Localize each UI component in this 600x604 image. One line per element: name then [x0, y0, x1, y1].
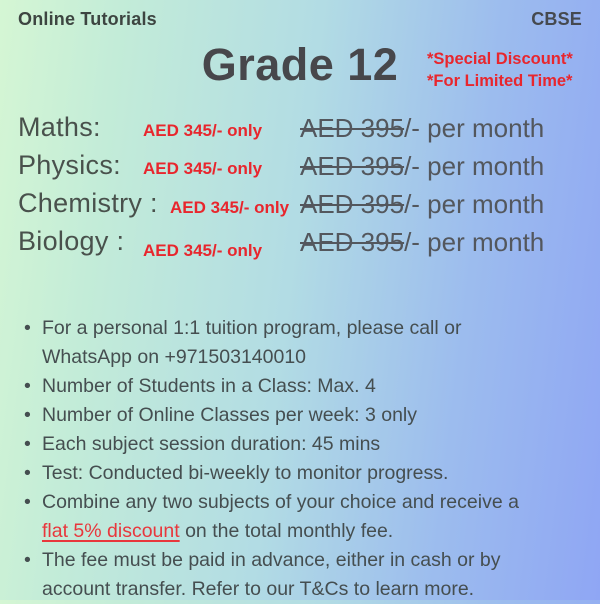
discount-note-line1: *Special Discount* — [427, 50, 573, 68]
list-item — [24, 401, 564, 430]
old-price-group — [300, 227, 544, 258]
text-segment: Test: Conducted bi-weekly to monitor progress. — [42, 462, 449, 484]
header — [0, 0, 600, 30]
subject-label: Biology : — [18, 226, 125, 256]
price-row — [0, 112, 600, 150]
old-price: AED 395 — [300, 227, 405, 257]
text-segment: The fee must be paid in advance, either in cash or by account transfer. Refer to our T&Cs to learn more. — [42, 549, 501, 600]
bullet-icon: • — [24, 433, 31, 455]
old-price-group — [300, 113, 544, 144]
pricing-list — [0, 112, 600, 264]
text-segment: Each subject session duration: 45 mins — [42, 433, 381, 455]
list-item — [24, 488, 564, 546]
list-item — [24, 372, 564, 401]
subject-label: Maths: — [18, 112, 101, 142]
list-item — [24, 430, 564, 459]
bullet-icon: • — [24, 549, 31, 571]
bullet-icon: • — [24, 375, 31, 397]
price-row — [0, 150, 600, 188]
old-price-group — [300, 189, 544, 220]
list-item-text — [42, 372, 376, 401]
bullet-icon: • — [24, 491, 31, 513]
list-item — [24, 459, 564, 488]
text-segment: For a personal 1:1 tuition program, please call or WhatsApp on +971503140010 — [42, 317, 462, 368]
old-price: AED 395 — [300, 151, 405, 181]
price-row — [0, 226, 600, 264]
text-segment: Number of Students in a Class: Max. 4 — [42, 375, 376, 397]
list-item-text — [42, 459, 448, 488]
page-title: Grade 12 — [201, 39, 399, 90]
text-segment: Number of Online Classes per week: 3 only — [42, 404, 418, 426]
old-price-suffix: /- per month — [404, 189, 545, 219]
old-price-suffix: /- per month — [404, 227, 545, 257]
old-price-suffix: /- per month — [404, 113, 545, 143]
brand-title: Online Tutorials — [18, 9, 157, 29]
bullet-icon: • — [24, 317, 31, 339]
bullet-icon: • — [24, 462, 31, 484]
old-price-suffix: /- per month — [404, 151, 545, 181]
hero — [0, 36, 600, 100]
board-label: CBSE — [531, 9, 582, 29]
offer-price: AED 345/- only — [170, 198, 290, 217]
price-row — [0, 188, 600, 226]
list-item-text — [42, 488, 547, 546]
list-item-text — [42, 430, 380, 459]
discount-link[interactable]: flat 5% discount — [42, 520, 180, 542]
subject-label: Chemistry : — [18, 188, 158, 218]
info-list — [0, 314, 564, 604]
old-price-group — [300, 151, 544, 182]
list-item-text — [42, 546, 547, 604]
offer-price: AED 345/- only — [143, 241, 263, 260]
list-item — [24, 546, 564, 604]
subject-label: Physics: — [18, 150, 121, 180]
discount-note-line2: *For Limited Time* — [427, 72, 573, 90]
discount-note — [427, 48, 573, 92]
list-item-text — [42, 314, 547, 372]
offer-price: AED 345/- only — [143, 121, 263, 140]
old-price: AED 395 — [300, 189, 405, 219]
text-segment: Combine any two subjects of your choice and receive a — [42, 491, 519, 513]
bullet-icon: • — [24, 404, 31, 426]
text-segment: on the total monthly fee. — [179, 520, 394, 542]
list-item-text — [42, 401, 417, 430]
old-price: AED 395 — [300, 113, 405, 143]
list-item — [24, 314, 564, 372]
offer-price: AED 345/- only — [143, 159, 263, 178]
